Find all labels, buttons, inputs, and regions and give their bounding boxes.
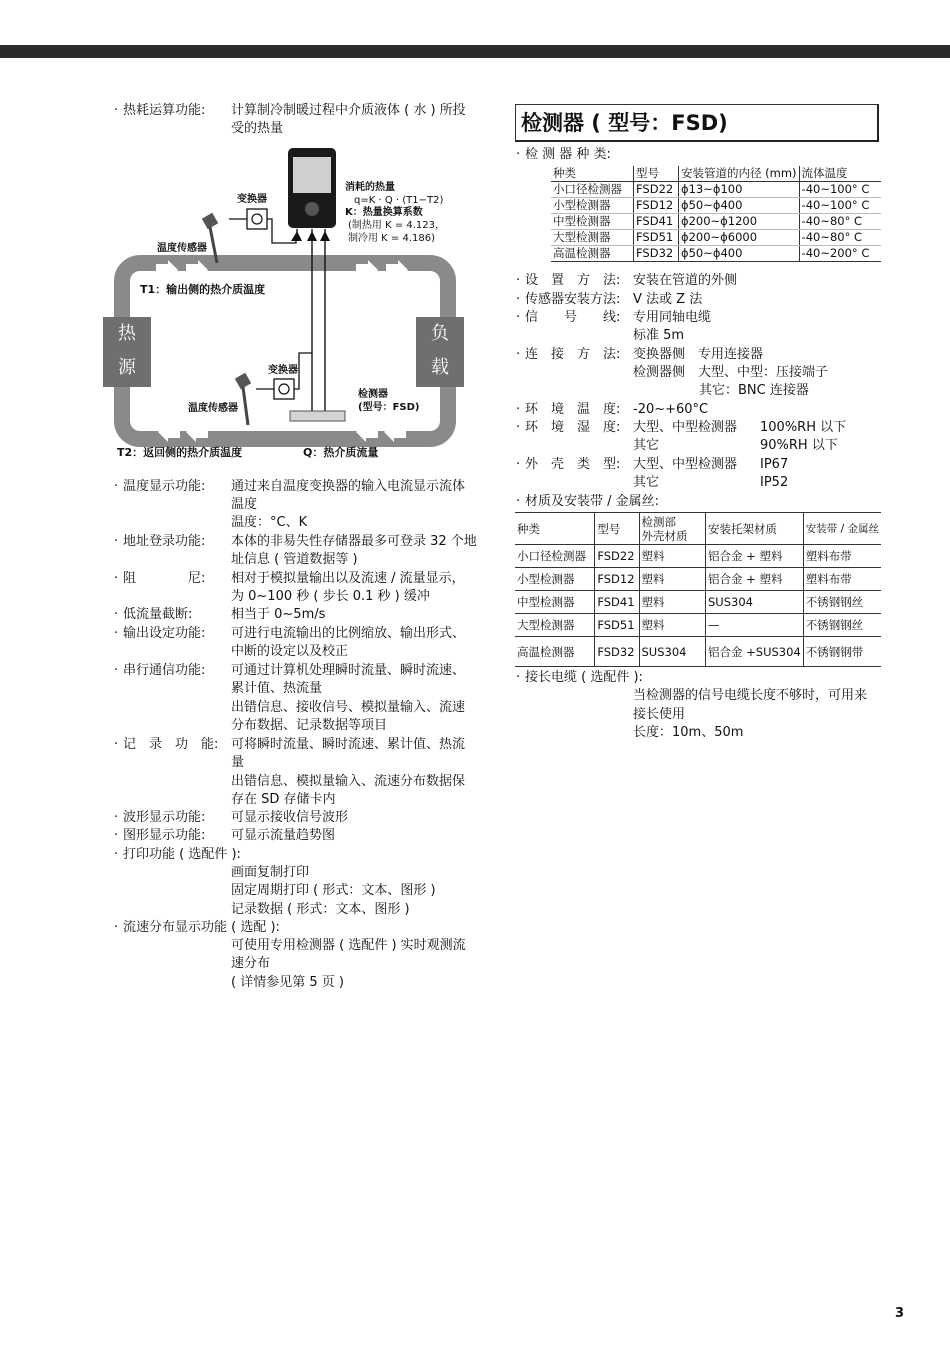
table-cell: 小型检测器 xyxy=(551,198,634,214)
cooling-label: 制冷用 K = 4.186) xyxy=(348,233,436,244)
item-label: 图形显示功能: xyxy=(123,828,206,843)
item-label: 串行通信功能: xyxy=(123,663,206,678)
item-label: 波形显示功能: xyxy=(123,810,206,825)
table-header: 种类 xyxy=(515,513,595,545)
table-cell: 小口径检测器 xyxy=(515,545,595,568)
table-header: 安装管道的内径 (mm) xyxy=(679,166,800,182)
spec-value: 标准 5m xyxy=(633,328,685,343)
table-cell: 大型检测器 xyxy=(515,614,595,637)
table-cell: 不锈钢钢丝 xyxy=(803,591,881,614)
table-row xyxy=(515,568,881,591)
page-number: 3 xyxy=(895,1306,905,1321)
spec-value: 其它 xyxy=(633,438,660,453)
spec-value: V 法或 Z 法 xyxy=(633,292,703,307)
item-text: 受的热量 xyxy=(231,121,284,136)
table-cell: 塑料布带 xyxy=(803,545,881,568)
table-cell: 塑料布带 xyxy=(803,568,881,591)
item-label: 热耗运算功能: xyxy=(123,103,206,118)
item-text: 可将瞬时流量、瞬时流速、累计值、热流 xyxy=(231,737,466,752)
table-cell: 塑料 xyxy=(639,614,706,637)
table-cell: 中型检测器 xyxy=(551,214,634,230)
spec-label: 环 境 温 度: xyxy=(525,402,621,417)
table-row xyxy=(551,182,881,198)
table-cell: FSD32 xyxy=(595,637,639,667)
table-row xyxy=(515,614,881,637)
item-text: 出错信息、模拟量输入、流速分布数据保 xyxy=(231,774,466,789)
table-cell: -40~80° C xyxy=(799,230,881,246)
types-label xyxy=(525,146,611,164)
table-header: 安装托架材质 xyxy=(706,513,804,545)
spec-label: 环 境 湿 度: xyxy=(525,420,621,435)
item-text: 速分布 xyxy=(231,956,271,971)
table-cell: 大型检测器 xyxy=(551,230,634,246)
spec-value: 变换器侧 专用连接器 xyxy=(633,347,764,362)
spec-value: 其它 xyxy=(633,475,660,490)
item-text: 址信息 ( 管道数据等 ) xyxy=(231,552,358,567)
item-text: 可使用专用检测器 ( 选配件 ) 实时观测流 xyxy=(231,938,466,953)
table-cell: 不锈钢钢带 xyxy=(803,637,881,667)
item-text: 固定周期打印 ( 形式：文本、图形 ) xyxy=(231,883,436,898)
item-text: 温度：°C、K xyxy=(231,515,308,530)
table-cell: — xyxy=(706,614,804,637)
item-text: 可进行电流输出的比例缩放、输出形式、 xyxy=(231,626,466,641)
table-cell: 铝合金 + 塑料 xyxy=(706,568,804,591)
table-cell: 高温检测器 xyxy=(551,246,634,262)
table-cell: -40~100° C xyxy=(799,198,881,214)
item-text: 温度 xyxy=(231,497,258,512)
spec-value: 大型、中型检测器 xyxy=(633,420,738,435)
item-text: 计算制冷制暖过程中介质液体 ( 水 ) 所投 xyxy=(231,103,466,118)
item-label: 打印功能 ( 选配件 ): xyxy=(123,847,241,862)
table-cell: FSD41 xyxy=(634,214,679,230)
heat-source-box xyxy=(103,317,151,387)
spec-label: 材质及安装带 / 金属丝: xyxy=(525,494,660,509)
item-label: 阻 尼: xyxy=(123,571,206,586)
load-char-2: 载 xyxy=(431,357,449,378)
item-text: 出错信息、接收信号、模拟量输入、流速 xyxy=(231,700,466,715)
table-header: 种类 xyxy=(551,166,634,182)
table-cell: FSD12 xyxy=(634,198,679,214)
temp-sensor-bottom-label: 温度传感器 xyxy=(188,403,238,414)
section-title-box xyxy=(515,104,879,142)
item-text: 记录数据 ( 形式：文本、图形 ) xyxy=(231,902,410,917)
t1-label: T1：输出侧的热介质温度 xyxy=(140,283,266,296)
converter-top-label: 变换器 xyxy=(237,194,267,205)
item-text: 通过来自温度变换器的输入电流显示流体 xyxy=(231,479,466,494)
table-cell: FSD22 xyxy=(595,545,639,568)
item-text: 本体的非易失性存储器最多可登录 32 个地 xyxy=(231,534,477,549)
item-text: 存在 SD 存储卡内 xyxy=(231,792,336,807)
header-line: 检测部 xyxy=(641,514,676,529)
spec-value: 100%RH 以下 xyxy=(760,420,847,435)
item-text: 画面复制打印 xyxy=(231,865,310,880)
table-row xyxy=(515,591,881,614)
table-row xyxy=(515,637,881,667)
detector-types-table xyxy=(551,166,881,262)
table-cell: ϕ50~ϕ400 xyxy=(679,246,800,262)
spec-label: 传感器安装方法: xyxy=(525,292,621,307)
table-cell: 小口径检测器 xyxy=(551,182,634,198)
item-text: 相当于 0~5m/s xyxy=(231,607,326,622)
load-box xyxy=(416,317,464,387)
item-label: 地址登录功能: xyxy=(123,534,206,549)
heat-flow-diagram xyxy=(100,145,490,465)
item-label: 接长电缆 ( 选配件 ): xyxy=(525,670,643,685)
table-cell: FSD22 xyxy=(634,182,679,198)
table-header: 型号 xyxy=(634,166,679,182)
table-header-row xyxy=(551,166,881,182)
table-cell: 塑料 xyxy=(639,591,706,614)
item-label: 流速分布显示功能 ( 选配 ): xyxy=(123,920,280,935)
table-header xyxy=(639,513,706,545)
spec-label: 外 壳 类 型: xyxy=(525,457,621,472)
load-char-1: 负 xyxy=(431,323,449,344)
table-cell: ϕ50~ϕ400 xyxy=(679,198,800,214)
table-cell: ϕ200~ϕ1200 xyxy=(679,214,800,230)
table-header: 安装带 / 金属丝 xyxy=(803,513,881,545)
item-text: 可通过计算机处理瞬时流量、瞬时流速、 xyxy=(231,663,466,678)
table-cell: ϕ200~ϕ6000 xyxy=(679,230,800,246)
spec-label: 设 置 方 法: xyxy=(525,273,621,288)
table-cell: SUS304 xyxy=(706,591,804,614)
table-row xyxy=(551,230,881,246)
table-cell: 中型检测器 xyxy=(515,591,595,614)
item-text: 可显示流量趋势图 xyxy=(231,828,336,843)
table-cell: -40~80° C xyxy=(799,214,881,230)
header-bar xyxy=(0,45,950,58)
section-title: 检测器 ( 型号：FSD) xyxy=(521,111,728,135)
table-cell: 高温检测器 xyxy=(515,637,595,667)
header-line: 外壳材质 xyxy=(641,528,688,543)
table-cell: 塑料 xyxy=(639,545,706,568)
detector-model-label: (型号：FSD) xyxy=(358,402,420,413)
table-header: 流体温度 xyxy=(799,166,881,182)
table-cell: FSD12 xyxy=(595,568,639,591)
table-row xyxy=(551,246,881,262)
heat-source-char-1: 热 xyxy=(118,323,136,344)
spec-label: 信 号 线: xyxy=(525,310,621,325)
table-cell: 铝合金 +SUS304 xyxy=(706,637,804,667)
item-text: 当检测器的信号电缆长度不够时，可用来 xyxy=(633,688,868,703)
table-cell: SUS304 xyxy=(639,637,706,667)
table-cell: FSD51 xyxy=(595,614,639,637)
converter-bottom-label: 变换器 xyxy=(268,365,298,376)
spec-value: IP67 xyxy=(760,457,789,472)
consumed-heat-label: 消耗的热量 xyxy=(345,182,395,193)
item-text: 累计值、热流量 xyxy=(231,681,323,696)
table-row xyxy=(551,214,881,230)
table-row xyxy=(551,198,881,214)
spec-value: 90%RH 以下 xyxy=(760,438,838,453)
spec-value: 大型、中型检测器 xyxy=(633,457,738,472)
table-cell: -40~200° C xyxy=(799,246,881,262)
diagram-graphics xyxy=(100,145,490,465)
table-cell: FSD41 xyxy=(595,591,639,614)
table-header-row xyxy=(515,513,881,545)
table-cell: ϕ13~ϕ100 xyxy=(679,182,800,198)
item-text: 可显示接收信号波形 xyxy=(231,810,349,825)
formula-label: q=K · Q · (T1−T2) xyxy=(354,195,444,206)
item-label: 输出设定功能: xyxy=(123,626,206,641)
material-table xyxy=(515,512,881,667)
types-label-text: 检 测 器 种 类: xyxy=(525,147,611,162)
item-text: 中断的设定以及校正 xyxy=(231,644,349,659)
table-cell: 不锈钢钢丝 xyxy=(803,614,881,637)
item-text: 相对于模拟量输出以及流速 / 流量显示， xyxy=(231,571,465,586)
spec-value: IP52 xyxy=(760,475,789,490)
spec-label: 连 接 方 法: xyxy=(525,347,621,362)
table-header: 型号 xyxy=(595,513,639,545)
table-row xyxy=(515,545,881,568)
spec-value: 检测器侧 大型、中型：压接端子 xyxy=(633,365,829,380)
q-label: Q：热介质流量 xyxy=(303,446,379,459)
table-cell: -40~100° C xyxy=(799,182,881,198)
item-label: 低流量截断: xyxy=(123,607,193,622)
k-label: K：热量换算系数 xyxy=(345,207,423,218)
detector-label: 检测器 xyxy=(358,389,388,400)
table-cell: 塑料 xyxy=(639,568,706,591)
item-text: 分布数据、记录数据等项目 xyxy=(231,718,388,733)
item-text: 为 0~100 秒 ( 步长 0.1 秒 ) 缓冲 xyxy=(231,589,430,604)
spec-value: -20~+60°C xyxy=(633,402,709,417)
item-text: 量 xyxy=(231,755,245,770)
temp-sensor-top-label: 温度传感器 xyxy=(157,243,207,254)
table-cell: 铝合金 + 塑料 xyxy=(706,545,804,568)
heat-source-char-2: 源 xyxy=(118,357,136,378)
item-label: 温度显示功能: xyxy=(123,479,206,494)
t2-label: T2：返回侧的热介质温度 xyxy=(117,446,243,459)
spec-value: 安装在管道的外侧 xyxy=(633,273,738,288)
spec-value: 其它：BNC 连接器 xyxy=(699,383,809,398)
table-cell: FSD51 xyxy=(634,230,679,246)
table-cell: FSD32 xyxy=(634,246,679,262)
item-label: 记 录 功 能: xyxy=(123,737,219,752)
table-cell: 小型检测器 xyxy=(515,568,595,591)
spec-value: 专用同轴电缆 xyxy=(633,310,712,325)
heating-label: (制热用 K = 4.123， xyxy=(348,220,446,231)
item-text: 接长使用 xyxy=(633,707,686,722)
item-text: ( 详情参见第 5 页 ) xyxy=(231,975,344,990)
item-text: 长度：10m、50m xyxy=(633,725,744,740)
